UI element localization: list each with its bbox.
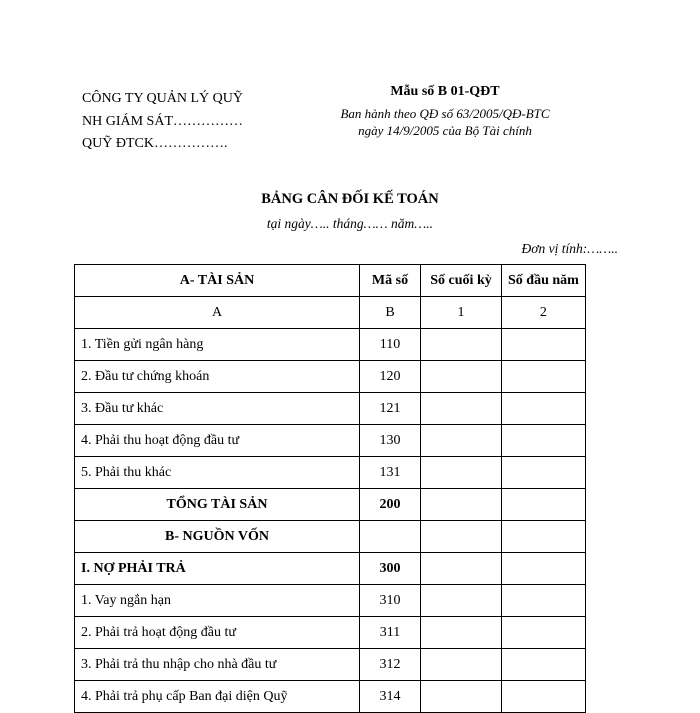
row-begin-value	[502, 649, 586, 681]
row-end-value	[421, 425, 502, 457]
form-header	[300, 83, 590, 139]
balance-sheet-table	[74, 264, 586, 713]
table-row	[75, 425, 586, 457]
row-label: 5. Phải thu khác	[75, 457, 360, 489]
row-code: 110	[360, 329, 421, 361]
row-code: 312	[360, 649, 421, 681]
section-header-row	[75, 521, 586, 553]
section-label: B- NGUỒN VỐN	[75, 521, 360, 553]
row-label: TỔNG TÀI SẢN	[75, 489, 360, 521]
total-assets-row	[75, 489, 586, 521]
index-cell: 1	[421, 297, 502, 329]
row-end-value	[421, 457, 502, 489]
row-label: 4. Phải thu hoạt động đầu tư	[75, 425, 360, 457]
index-cell: B	[360, 297, 421, 329]
header-row	[75, 265, 586, 297]
row-code: 130	[360, 425, 421, 457]
row-code: 131	[360, 457, 421, 489]
table-row	[75, 681, 586, 713]
row-end-value	[421, 329, 502, 361]
table-row	[75, 649, 586, 681]
row-label: 2. Đầu tư chứng khoán	[75, 361, 360, 393]
liabilities-row	[75, 553, 586, 585]
row-begin-value	[502, 457, 586, 489]
row-begin-value	[502, 521, 586, 553]
form-number: Mẫu số B 01-QĐT	[390, 84, 500, 99]
row-code: 314	[360, 681, 421, 713]
header-end-period: Số cuối kỳ	[421, 265, 502, 297]
row-begin-value	[502, 617, 586, 649]
header-code: Mã số	[360, 265, 421, 297]
row-begin-value	[502, 585, 586, 617]
row-code: 311	[360, 617, 421, 649]
row-code: 120	[360, 361, 421, 393]
table-row	[75, 361, 586, 393]
table-row	[75, 617, 586, 649]
row-label: 2. Phải trả hoạt động đầu tư	[75, 617, 360, 649]
row-label: 3. Đầu tư khác	[75, 393, 360, 425]
company-header	[82, 88, 243, 156]
row-begin-value	[502, 329, 586, 361]
row-code: 310	[360, 585, 421, 617]
row-end-value	[421, 553, 502, 585]
row-begin-value	[502, 681, 586, 713]
document-title: BẢNG CÂN ĐỐI KẾ TOÁN	[261, 191, 439, 207]
row-code	[360, 521, 421, 553]
row-begin-value	[502, 361, 586, 393]
index-cell: 2	[502, 297, 586, 329]
issued-by-line-2: ngày 14/9/2005 của Bộ Tài chính	[358, 123, 532, 138]
row-label: I. NỢ PHẢI TRẢ	[75, 553, 360, 585]
issued-by-line-1: Ban hành theo QĐ số 63/2005/QĐ-BTC	[340, 106, 550, 121]
table-row	[75, 393, 586, 425]
row-begin-value	[502, 425, 586, 457]
currency-unit: Đơn vị tính:……..	[521, 241, 618, 256]
row-label: 1. Vay ngắn hạn	[75, 585, 360, 617]
row-end-value	[421, 393, 502, 425]
row-label: 3. Phải trả thu nhập cho nhà đầu tư	[75, 649, 360, 681]
table-row	[75, 457, 586, 489]
row-code: 300	[360, 553, 421, 585]
row-end-value	[421, 681, 502, 713]
header-assets: A- TÀI SẢN	[75, 265, 360, 297]
row-begin-value	[502, 489, 586, 521]
row-end-value	[421, 361, 502, 393]
row-end-value	[421, 649, 502, 681]
table-row	[75, 329, 586, 361]
row-code: 200	[360, 489, 421, 521]
row-begin-value	[502, 553, 586, 585]
fund-name: QUỸ ĐTCK…………….	[82, 136, 228, 151]
index-row	[75, 297, 586, 329]
row-label: 1. Tiền gửi ngân hàng	[75, 329, 360, 361]
header-begin-year: Số đầu năm	[502, 265, 586, 297]
company-name: CÔNG TY QUẢN LÝ QUỸ	[82, 91, 243, 106]
table-row	[75, 585, 586, 617]
row-code: 121	[360, 393, 421, 425]
row-label: 4. Phải trả phụ cấp Ban đại diện Quỹ	[75, 681, 360, 713]
row-end-value	[421, 489, 502, 521]
row-end-value	[421, 585, 502, 617]
row-begin-value	[502, 393, 586, 425]
supervising-bank: NH GIÁM SÁT……………	[82, 113, 243, 129]
document-date: tại ngày….. tháng…… năm…..	[266, 216, 434, 231]
row-end-value	[421, 521, 502, 553]
index-cell: A	[75, 297, 360, 329]
row-end-value	[421, 617, 502, 649]
